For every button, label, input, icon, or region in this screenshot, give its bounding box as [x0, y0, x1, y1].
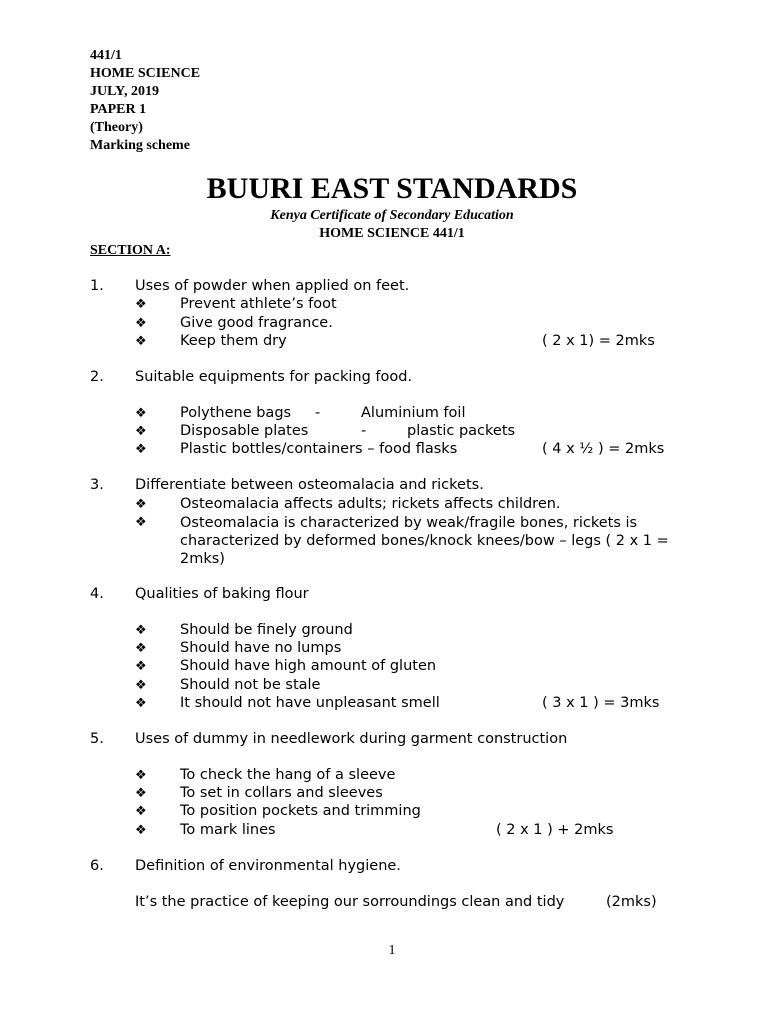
- answer-item: Keep them dry: [180, 333, 287, 349]
- bullet-icon: ❖: [135, 768, 147, 783]
- question-prompt: Suitable equipments for packing food.: [135, 369, 413, 385]
- bullet-icon: ❖: [135, 641, 147, 656]
- answer-item: Plastic bottles/containers – food flasks: [180, 441, 458, 457]
- marks-allocation: ( 4 x ½ ) = 2mks: [542, 441, 665, 457]
- page-title: BUURI EAST STANDARDS: [206, 172, 578, 205]
- subject-name: HOME SCIENCE: [90, 66, 201, 81]
- answer-item: To mark lines: [180, 822, 276, 838]
- bullet-icon: ❖: [135, 442, 147, 457]
- subject-code-line: HOME SCIENCE 441/1: [319, 226, 465, 241]
- paper-kind: (Theory): [90, 120, 143, 135]
- paper-code: 441/1: [90, 48, 122, 63]
- bullet-icon: ❖: [135, 659, 147, 674]
- question-number: 6.: [90, 858, 104, 874]
- marks-allocation: ( 2 x 1 ) + 2mks: [496, 822, 614, 838]
- answer-item-left: Polythene bags: [180, 405, 292, 421]
- answer-item: Should not be stale: [180, 677, 321, 693]
- bullet-icon: ❖: [135, 786, 147, 801]
- question-number: 5.: [90, 731, 104, 747]
- question-prompt: Differentiate between osteomalacia and rickets.: [135, 477, 484, 493]
- bullet-icon: ❖: [135, 497, 147, 512]
- answer-text: It’s the practice of keeping our sorroundings clean and tidy: [135, 894, 565, 910]
- bullet-icon: ❖: [135, 316, 147, 331]
- question-prompt: Uses of dummy in needlework during garment construction: [135, 731, 568, 747]
- bullet-icon: ❖: [135, 696, 147, 711]
- bullet-icon: ❖: [135, 406, 147, 421]
- bullet-icon: ❖: [135, 424, 147, 439]
- answer-item: Osteomalacia is characterized by weak/fragile bones, rickets is characterized by deformed bones/knock knees/bow – legs ( 2 x 1 = 2mks): [180, 515, 669, 567]
- question-prompt: Definition of environmental hygiene.: [135, 858, 401, 874]
- question-number: 1.: [90, 278, 104, 294]
- answer-dash: -: [361, 423, 367, 439]
- bullet-icon: ❖: [135, 334, 147, 349]
- bullet-icon: ❖: [135, 297, 147, 312]
- bullet-icon: ❖: [135, 678, 147, 693]
- answer-item: It should not have unpleasant smell: [180, 695, 440, 711]
- page-number: 1: [388, 943, 396, 958]
- bullet-icon: ❖: [135, 515, 147, 530]
- section-heading: SECTION A:: [90, 243, 171, 258]
- marks-allocation: ( 3 x 1 ) = 3mks: [542, 695, 660, 711]
- bullet-icon: ❖: [135, 823, 147, 838]
- bullet-icon: ❖: [135, 804, 147, 819]
- marks-allocation: ( 2 x 1) = 2mks: [542, 333, 655, 349]
- answer-item: Give good fragrance.: [180, 315, 333, 331]
- page-subtitle: Kenya Certificate of Secondary Education: [270, 208, 514, 223]
- answer-item-right: plastic packets: [407, 423, 516, 439]
- paper-number: PAPER 1: [90, 102, 147, 117]
- answer-dash: -: [315, 405, 321, 421]
- answer-item: To position pockets and trimming: [180, 803, 421, 819]
- bullet-icon: ❖: [135, 623, 147, 638]
- question-prompt: Qualities of baking flour: [135, 586, 309, 602]
- question-number: 3.: [90, 477, 104, 493]
- answer-item: To set in collars and sleeves: [180, 785, 383, 801]
- answer-item: Should have high amount of gluten: [180, 658, 437, 674]
- answer-item: To check the hang of a sleeve: [180, 767, 396, 783]
- exam-date: JULY, 2019: [90, 84, 159, 99]
- answer-item: Should have no lumps: [180, 640, 342, 656]
- answer-item: Should be finely ground: [180, 622, 353, 638]
- answer-item: Prevent athlete’s foot: [180, 296, 337, 312]
- question-number: 4.: [90, 586, 104, 602]
- answer-item: Osteomalacia affects adults; rickets affects children.: [180, 496, 561, 512]
- question-number: 2.: [90, 369, 104, 385]
- marks-allocation: (2mks): [606, 894, 657, 910]
- answer-item-left: Disposable plates: [180, 423, 309, 439]
- document-type: Marking scheme: [90, 138, 190, 153]
- answer-item-right: Aluminium foil: [361, 405, 466, 421]
- question-prompt: Uses of powder when applied on feet.: [135, 278, 410, 294]
